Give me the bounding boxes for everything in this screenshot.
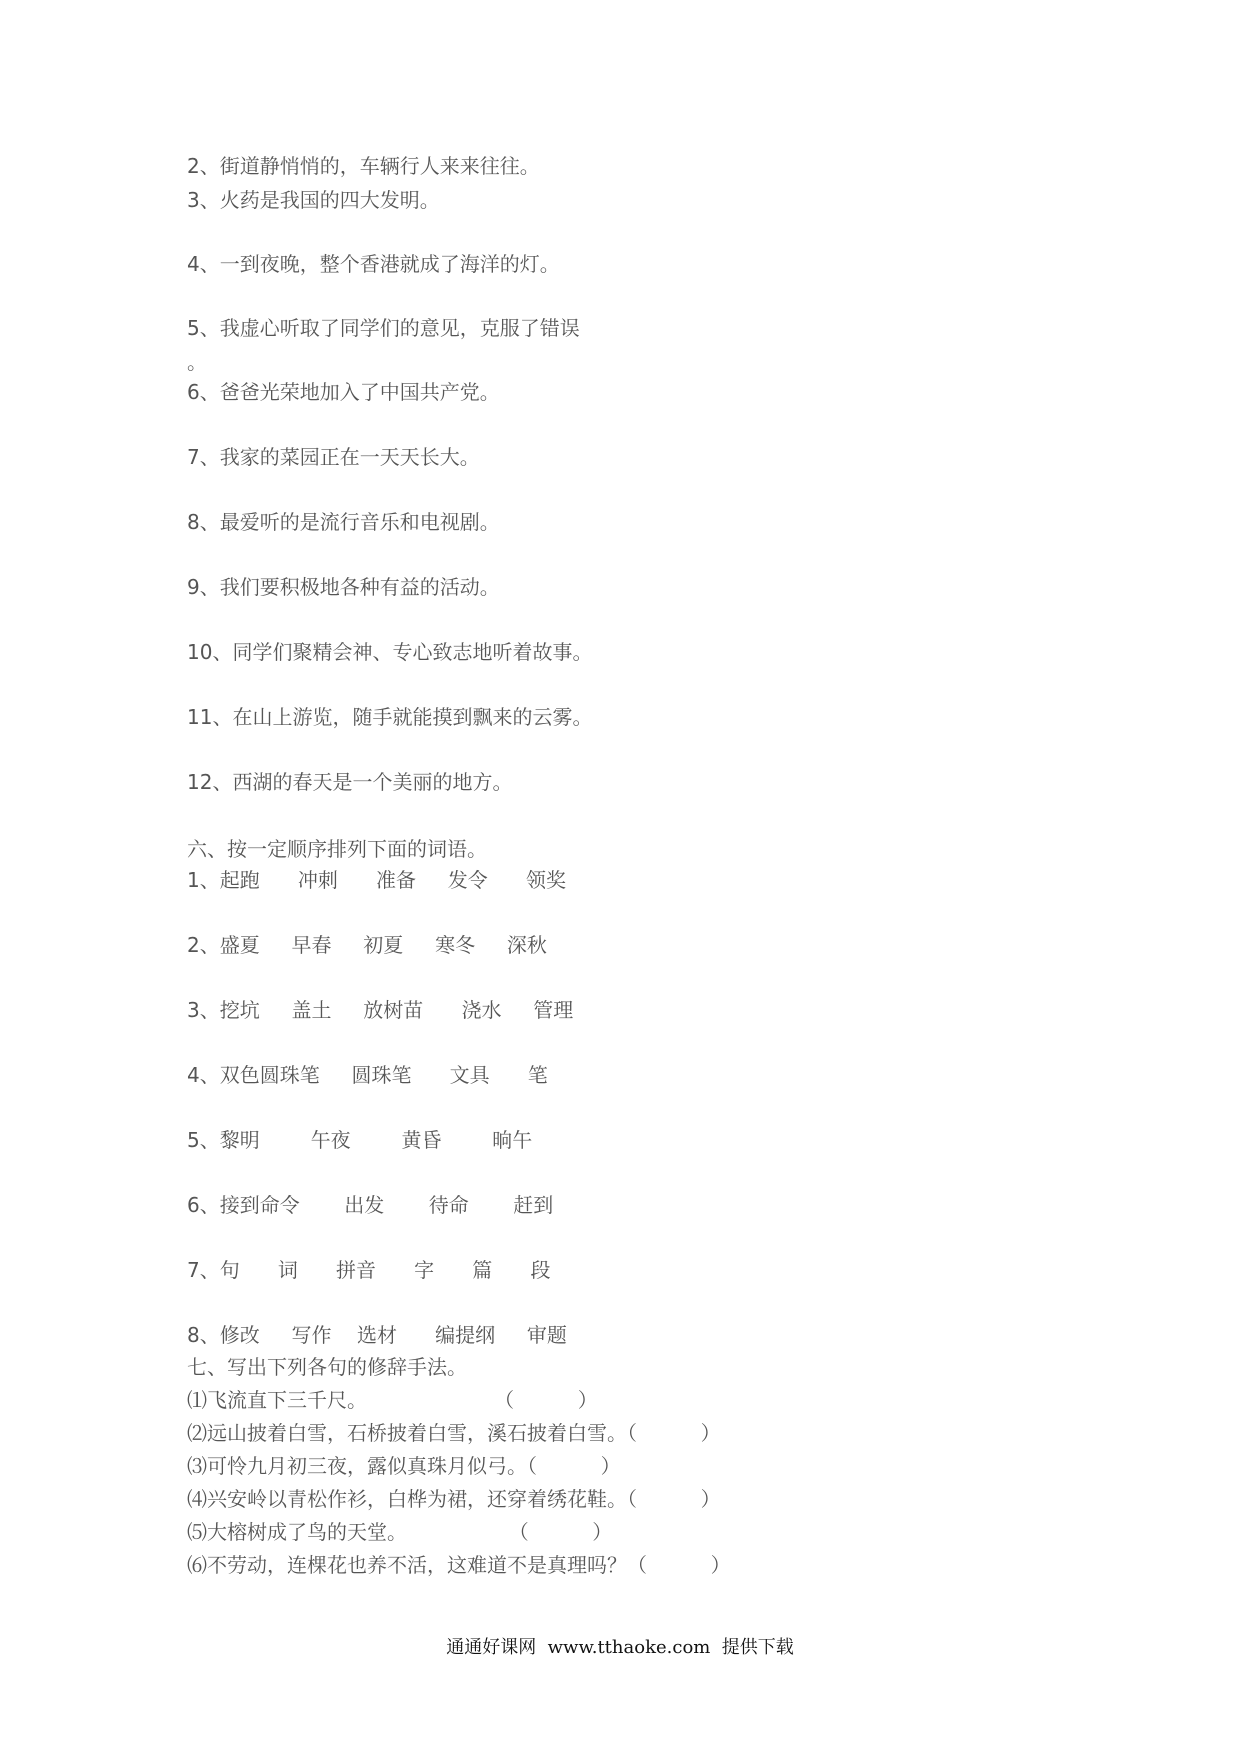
rhetoric-item-4: ⑷兴安岭以青松作衫，白桦为裙，还穿着绣花鞋。（ ） xyxy=(187,1487,721,1511)
sentence-5-continuation: 。 xyxy=(187,350,207,374)
rhetoric-item-6: ⑹不劳动，连棵花也养不活，这难道不是真理吗？（ ） xyxy=(187,1553,731,1577)
word-order-1: 1、起跑 冲刺 准备 发令 领奖 xyxy=(187,868,566,892)
word-order-8: 8、修改 写作 选材 编提纲 审题 xyxy=(187,1323,567,1347)
word-order-3: 3、挖坑 盖土 放树苗 浇水 管理 xyxy=(187,998,574,1022)
word-order-5: 5、黎明 午夜 黄昏 晌午 xyxy=(187,1128,533,1152)
sentence-10: 10、同学们聚精会神、专心致志地听着故事。 xyxy=(187,640,593,664)
sentence-2: 2、街道静悄悄的，车辆行人来来往往。 xyxy=(187,154,540,178)
page-footer xyxy=(0,1636,1240,1660)
sentence-4: 4、一到夜晚，整个香港就成了海洋的灯。 xyxy=(187,252,560,276)
section-6-heading: 六、按一定顺序排列下面的词语。 xyxy=(187,837,487,861)
word-order-4: 4、双色圆珠笔 圆珠笔 文具 笔 xyxy=(187,1063,548,1087)
word-order-2: 2、盛夏 早春 初夏 寒冬 深秋 xyxy=(187,933,547,957)
sentence-11: 11、在山上游览，随手就能摸到飘来的云雾。 xyxy=(187,705,593,729)
rhetoric-item-2: ⑵远山披着白雪，石桥披着白雪，溪石披着白雪。（ ） xyxy=(187,1421,721,1445)
sentence-5: 5、我虚心听取了同学们的意见，克服了错误 xyxy=(187,316,580,340)
sentence-3: 3、火药是我国的四大发明。 xyxy=(187,188,440,212)
rhetoric-item-5: ⑸大榕树成了鸟的天堂。 （ ） xyxy=(187,1520,613,1544)
sentence-9: 9、我们要积极地各种有益的活动。 xyxy=(187,575,500,599)
section-7-heading: 七、写出下列各句的修辞手法。 xyxy=(187,1355,467,1379)
rhetoric-item-3: ⑶可怜九月初三夜，露似真珠月似弓。（ ） xyxy=(187,1454,621,1478)
sentence-8: 8、最爱听的是流行音乐和电视剧。 xyxy=(187,510,500,534)
word-order-6: 6、接到命令 出发 待命 赶到 xyxy=(187,1193,554,1217)
sentence-12: 12、西湖的春天是一个美丽的地方。 xyxy=(187,770,513,794)
footer-text: 通通好课网 www.tthaoke.com 提供下载 xyxy=(446,1637,794,1658)
rhetoric-item-1: ⑴飞流直下三千尺。 （ ） xyxy=(187,1388,598,1412)
word-order-7: 7、句 词 拼音 字 篇 段 xyxy=(187,1258,551,1282)
sentence-6: 6、爸爸光荣地加入了中国共产党。 xyxy=(187,380,500,404)
sentence-7: 7、我家的菜园正在一天天长大。 xyxy=(187,445,480,469)
